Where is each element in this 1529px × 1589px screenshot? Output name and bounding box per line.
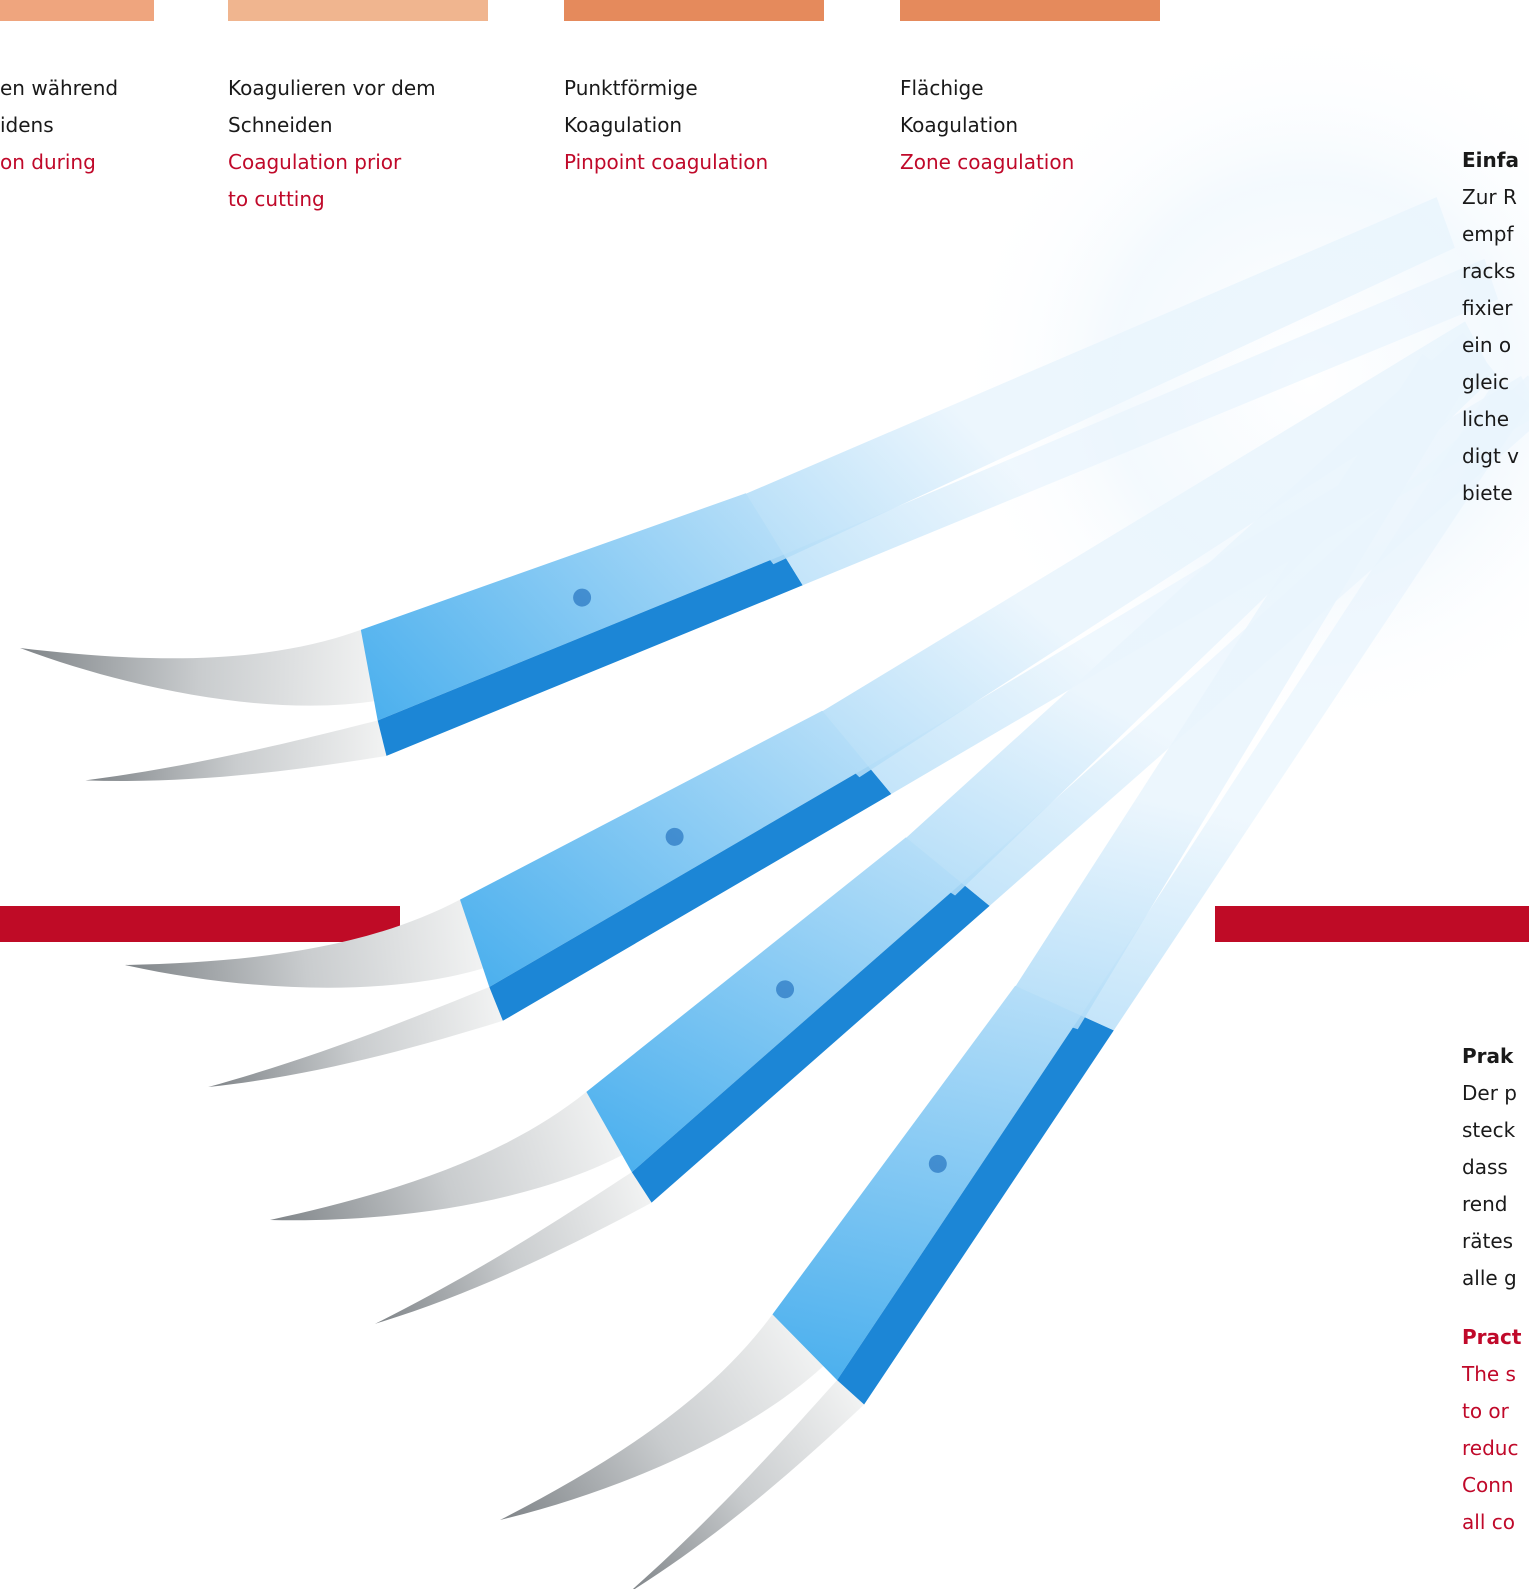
right-top-text (1462, 142, 1519, 512)
right-bottom-de-line-2: steck (1462, 1118, 1516, 1142)
right-bottom-en-line-2: to or (1462, 1399, 1509, 1423)
column-3-en-line-1: Pinpoint coagulation (564, 150, 769, 174)
column-1-de-line-2: idens (0, 113, 54, 137)
column-3 (564, 70, 768, 181)
right-bottom-heading-de: Prak (1462, 1044, 1514, 1068)
column-4 (900, 70, 1074, 181)
column-4-de-line-2: Koagulation (900, 113, 1019, 137)
right-top-line-4: fixier (1462, 296, 1513, 320)
column-4-en-line-1: Zone coagulation (900, 150, 1075, 174)
right-top-line-3: racks (1462, 259, 1516, 283)
column-1 (0, 70, 118, 181)
column-3-de-line-2: Koagulation (564, 113, 683, 137)
right-top-heading: Einfa (1462, 148, 1519, 172)
column-3-de-line-1: Punktförmige (564, 76, 698, 100)
right-bottom-de-line-3: dass (1462, 1155, 1508, 1179)
right-bottom-spacer (1462, 1297, 1521, 1319)
column-1-en-line-1: on during (0, 150, 96, 174)
column-2-en-line-1: Coagulation prior (228, 150, 402, 174)
right-bottom-text (1462, 1038, 1521, 1541)
right-top-line-6: gleic (1462, 370, 1510, 394)
right-bottom-en-line-5: all co (1462, 1510, 1515, 1534)
right-bottom-de-line-6: alle g (1462, 1266, 1517, 1290)
right-bottom-en-line-1: The s (1462, 1362, 1516, 1386)
column-4-de-line-1: Flächige (900, 76, 984, 100)
column-2 (228, 70, 436, 218)
right-top-line-7: liche (1462, 407, 1510, 431)
column-1-de-line-1: en während (0, 76, 119, 100)
right-bottom-heading-en: Pract (1462, 1325, 1522, 1349)
right-bottom-en-line-4: Conn (1462, 1473, 1514, 1497)
right-top-line-5: ein o (1462, 333, 1512, 357)
right-top-line-1: Zur R (1462, 185, 1517, 209)
right-bottom-de-line-5: rätes (1462, 1229, 1514, 1253)
right-bottom-en-line-3: reduc (1462, 1436, 1519, 1460)
right-top-line-2: empf (1462, 222, 1514, 246)
column-2-de-line-1: Koagulieren vor dem (228, 76, 436, 100)
right-top-line-8: digt v (1462, 444, 1519, 468)
column-2-de-line-2: Schneiden (228, 113, 333, 137)
column-2-en-line-2: to cutting (228, 187, 325, 211)
right-top-line-9: biete (1462, 481, 1513, 505)
right-bottom-de-line-4: rend (1462, 1192, 1508, 1216)
right-bottom-de-line-1: Der p (1462, 1081, 1517, 1105)
